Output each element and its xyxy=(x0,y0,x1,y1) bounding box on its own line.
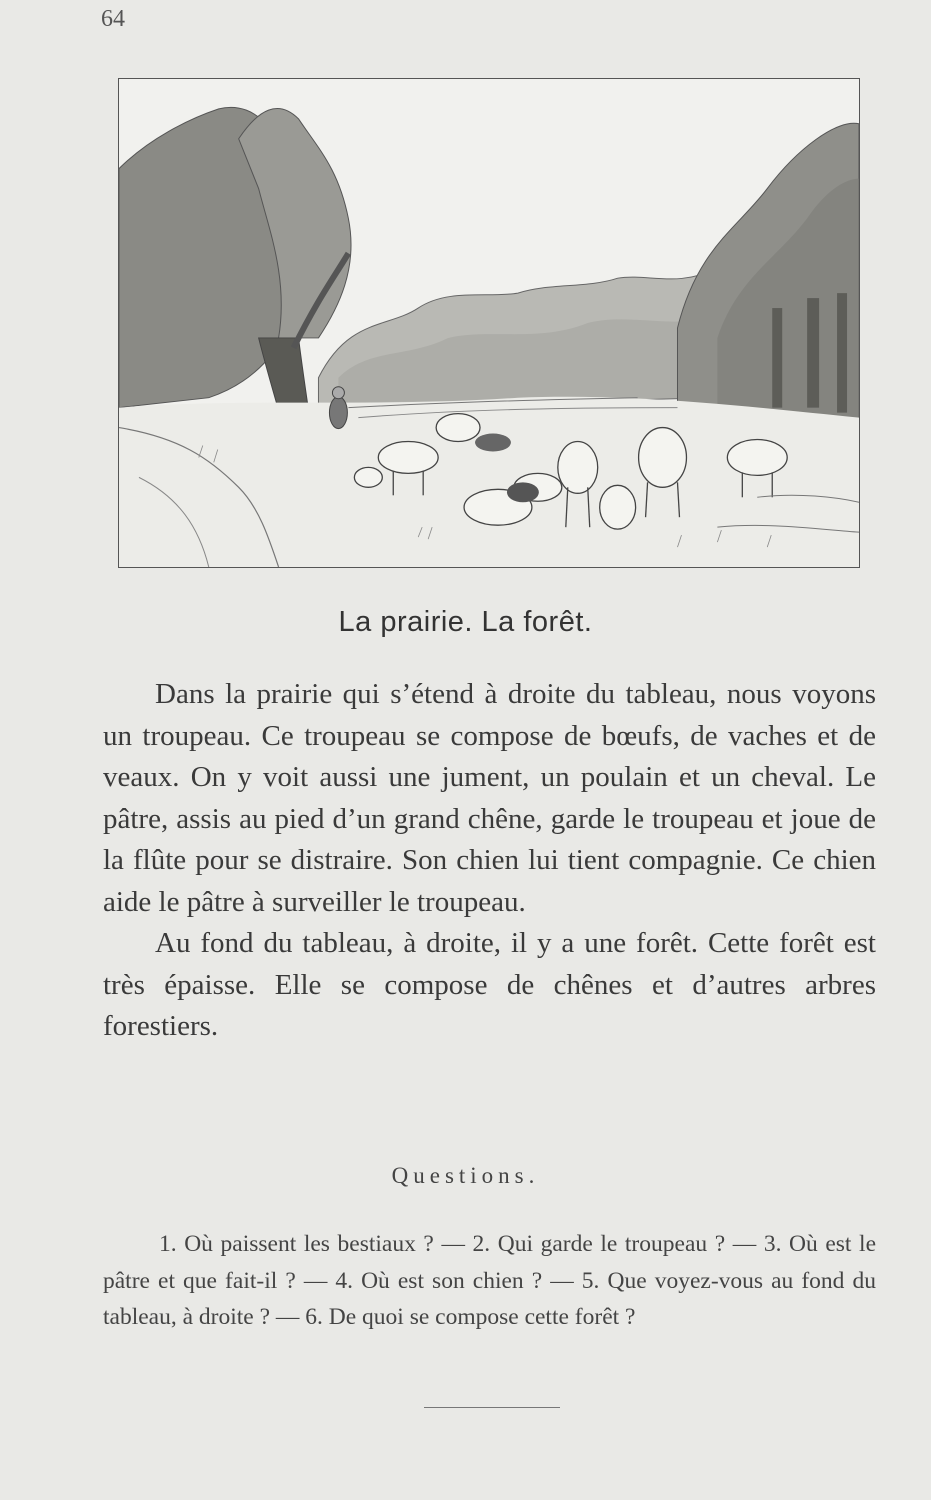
questions-paragraph: 1. Où paissent les bestiaux ? — 2. Qui garde le troupeau ? — 3. Où est le pâtre et que fait-il ? — 4. Où est son chien ? — 5. Que voyez-vous au fond du tableau, à droite ? — 6. De quoi se compose cette forêt ? xyxy=(103,1231,876,1330)
meadow-herd-engraving-icon xyxy=(119,79,859,567)
end-rule-divider xyxy=(424,1407,560,1408)
body-text xyxy=(103,674,876,1048)
meadow-illustration xyxy=(118,78,860,568)
questions-title: Questions. xyxy=(391,1163,540,1188)
paragraph-1: Dans la prairie qui s’étend à droite du tableau, nous voyons un troupeau. Ce troupeau se compose de bœufs, de vaches et de veaux. On y voit aussi une jument, un poulain et un cheval. Le pâtre, assis au pied d’un grand chêne, garde le troupeau et joue de la flûte pour se distraire. Son chien lui tient compagnie. Ce chien aide le pâtre à surveiller le troupeau. xyxy=(103,678,876,918)
questions-text xyxy=(103,1226,876,1336)
page-number: 64 xyxy=(101,6,125,32)
caption: La prairie. La forêt. xyxy=(338,606,593,638)
paragraph-2: Au fond du tableau, à droite, il y a une forêt. Cette forêt est très épaisse. Elle se compose de chênes et d’autres arbres forestiers. xyxy=(103,927,876,1042)
